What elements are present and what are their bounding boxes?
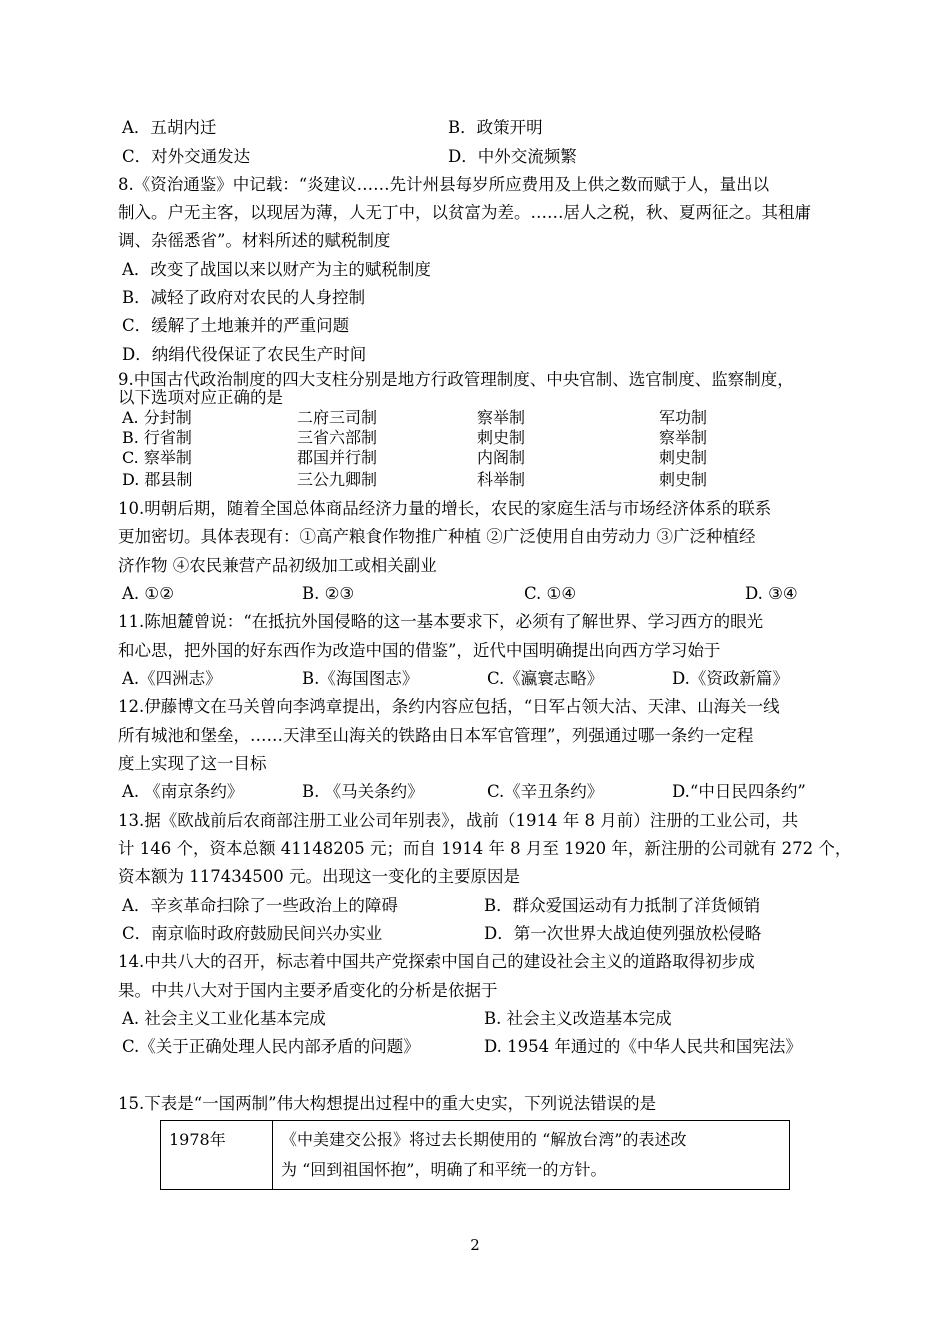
- q9-cell: 刺史制: [477, 428, 526, 447]
- q9-cell: 察举制: [477, 408, 526, 427]
- q12-stem-line: 12.伊藤博文在马关曾向李鸿章提出，条约内容应包括，“日军占领大沽、天津、山海关一线: [118, 697, 780, 716]
- q9-cell: A. 分封制: [122, 408, 192, 427]
- q11-stem-line: 和心思，把外国的好东西作为改造中国的借鉴”，近代中国明确提出向西方学习始于: [118, 641, 721, 660]
- q14-stem-line: 果。中共八大对于国内主要矛盾变化的分析是依据于: [118, 981, 498, 1000]
- q12-option-c: C.《辛丑条约》: [487, 782, 604, 801]
- q9-cell: 三公九卿制: [297, 470, 378, 489]
- table-cell-event: [273, 1121, 790, 1190]
- q10-stem-line: 济作物 ④农民兼营产品初级加工或相关副业: [118, 556, 437, 575]
- q9-option-row-b: [122, 430, 707, 446]
- q13-option-b: B．群众爱国运动有力抵制了洋货倾销: [484, 896, 761, 915]
- page-number: 2: [470, 1236, 480, 1254]
- q8-stem-line: 8.《资治通鉴》中记载：“炎建议……先计州县每岁所应费用及上供之数而赋于人，量出以: [118, 175, 770, 194]
- q9-cell: 军功制: [659, 408, 708, 427]
- q12-stem-line: 所有城池和堡垒，……天津至山海关的铁路由日本军官管理”，列强通过哪一条约一定程: [118, 726, 754, 745]
- q12-stem-line: 度上实现了这一目标: [118, 754, 267, 773]
- q10-stem-line: 10.明朝后期，随着全国总体商品经济力量的增长，农民的家庭生活与市场经济体系的联系: [118, 499, 772, 518]
- q13-option-d: D．第一次世界大战迫使列强放松侵略: [484, 924, 762, 943]
- q9-cell: 察举制: [659, 428, 708, 447]
- q15-history-table: [160, 1120, 790, 1190]
- q9-option-row-d: [122, 472, 707, 488]
- q11-stem-line: 11.陈旭麓曾说：“在抵抗外国侵略的这一基本要求下，必须有了解世界、学习西方的眼光: [118, 612, 764, 631]
- q14-option-b: B. 社会主义改造基本完成: [484, 1009, 672, 1028]
- q9-cell: B. 行省制: [122, 428, 192, 447]
- q9-option-row-a: [122, 410, 707, 426]
- q9-cell: 郡国并行制: [297, 448, 378, 467]
- table-row: [161, 1121, 790, 1190]
- q8-option-c: C．缓解了土地兼并的严重问题: [122, 316, 350, 335]
- q10-option-c: C. ①④: [524, 584, 577, 603]
- q12-option-d: D.“中日民四条约”: [672, 782, 806, 801]
- q9-option-row-c: [122, 450, 707, 466]
- q13-stem-line: 资本额为 117434500 元。出现这一变化的主要原因是: [118, 867, 520, 886]
- q14-option-a: A. 社会主义工业化基本完成: [122, 1009, 326, 1028]
- event-text-line: 《中美建交公报》将过去长期使用的 “解放台湾”的表述改: [281, 1130, 687, 1149]
- q10-option-a: A. ①②: [122, 584, 174, 603]
- q8-option-d: D．纳绢代役保证了农民生产时间: [122, 345, 367, 364]
- q9-cell: 刺史制: [659, 470, 708, 489]
- q9-cell: 三省六部制: [297, 428, 378, 447]
- q11-option-c: C.《瀛寰志略》: [487, 669, 604, 688]
- table-cell-year: 1978年: [161, 1121, 273, 1190]
- q7-option-c: C．对外交通发达: [122, 147, 251, 166]
- q14-stem-line: 14.中共八大的召开，标志着中国共产党探索中国自己的建设社会主义的道路取得初步成: [118, 952, 755, 971]
- q12-option-b: B. 《马关条约》: [302, 782, 424, 801]
- event-text-line: 为 “回到祖国怀抱”，明确了和平统一的方针。: [281, 1160, 607, 1179]
- q8-stem-line: 制入。户无主客，以现居为薄，人无丁中，以贫富为差。……居人之税，秋、夏两征之。其租庸: [118, 203, 811, 222]
- q10-option-b: B. ②③: [302, 584, 355, 603]
- q7-option-b: B．政策开明: [448, 118, 543, 137]
- q9-cell: 科举制: [477, 470, 526, 489]
- q13-stem-line: 计 146 个，资本总额 41148205 元；而自 1914 年 8 月至 1920 年，新注册的公司就有 272 个，: [118, 839, 852, 858]
- q7-option-d: D．中外交流频繁: [448, 147, 577, 166]
- q9-cell: 刺史制: [659, 448, 708, 467]
- q12-option-a: A. 《南京条约》: [122, 782, 244, 801]
- q9-cell: 二府三司制: [297, 408, 378, 427]
- q13-stem-line: 13.据《欧战前后农商部注册工业公司年别表》，战前（1914 年 8 月前）注册的工业公司，共: [118, 811, 799, 830]
- q11-option-d: D.《资政新篇》: [672, 669, 789, 688]
- q9-cell: C. 察举制: [122, 448, 192, 467]
- q8-option-b: B．减轻了政府对农民的人身控制: [122, 288, 366, 307]
- q13-option-a: A．辛亥革命扫除了一些政治上的障碍: [122, 896, 398, 915]
- q9-stem-line: 9.中国古代政治制度的四大支柱分别是地方行政管理制度、中央官制、选官制度、监察制度，: [118, 370, 794, 389]
- q9-cell: 内阁制: [477, 448, 526, 467]
- q8-stem-line: 调、杂徭悉省”。材料所述的赋税制度: [118, 231, 391, 250]
- q10-option-d: D. ③④: [745, 584, 798, 603]
- q7-option-a: A．五胡内迁: [122, 118, 217, 137]
- q8-option-a: A．改变了战国以来以财产为主的赋税制度: [122, 260, 431, 279]
- q14-option-c: C.《关于正确处理人民内部矛盾的问题》: [122, 1037, 420, 1056]
- q11-option-b: B.《海国图志》: [302, 669, 419, 688]
- q14-option-d: D. 1954 年通过的《中华人民共和国宪法》: [484, 1037, 802, 1056]
- q13-option-c: C．南京临时政府鼓励民间兴办实业: [122, 924, 383, 943]
- q10-stem-line: 更加密切。具体表现有：①高产粮食作物推广种植 ②广泛使用自由劳动力 ③广泛种植经: [118, 527, 756, 546]
- q11-option-a: A.《四洲志》: [122, 669, 222, 688]
- q9-stem-line: 以下选项对应正确的是: [118, 388, 283, 407]
- q15-stem: 15.下表是“一国两制”伟大构想提出过程中的重大史实，下列说法错误的是: [118, 1094, 657, 1113]
- q9-cell: D. 郡县制: [122, 470, 193, 489]
